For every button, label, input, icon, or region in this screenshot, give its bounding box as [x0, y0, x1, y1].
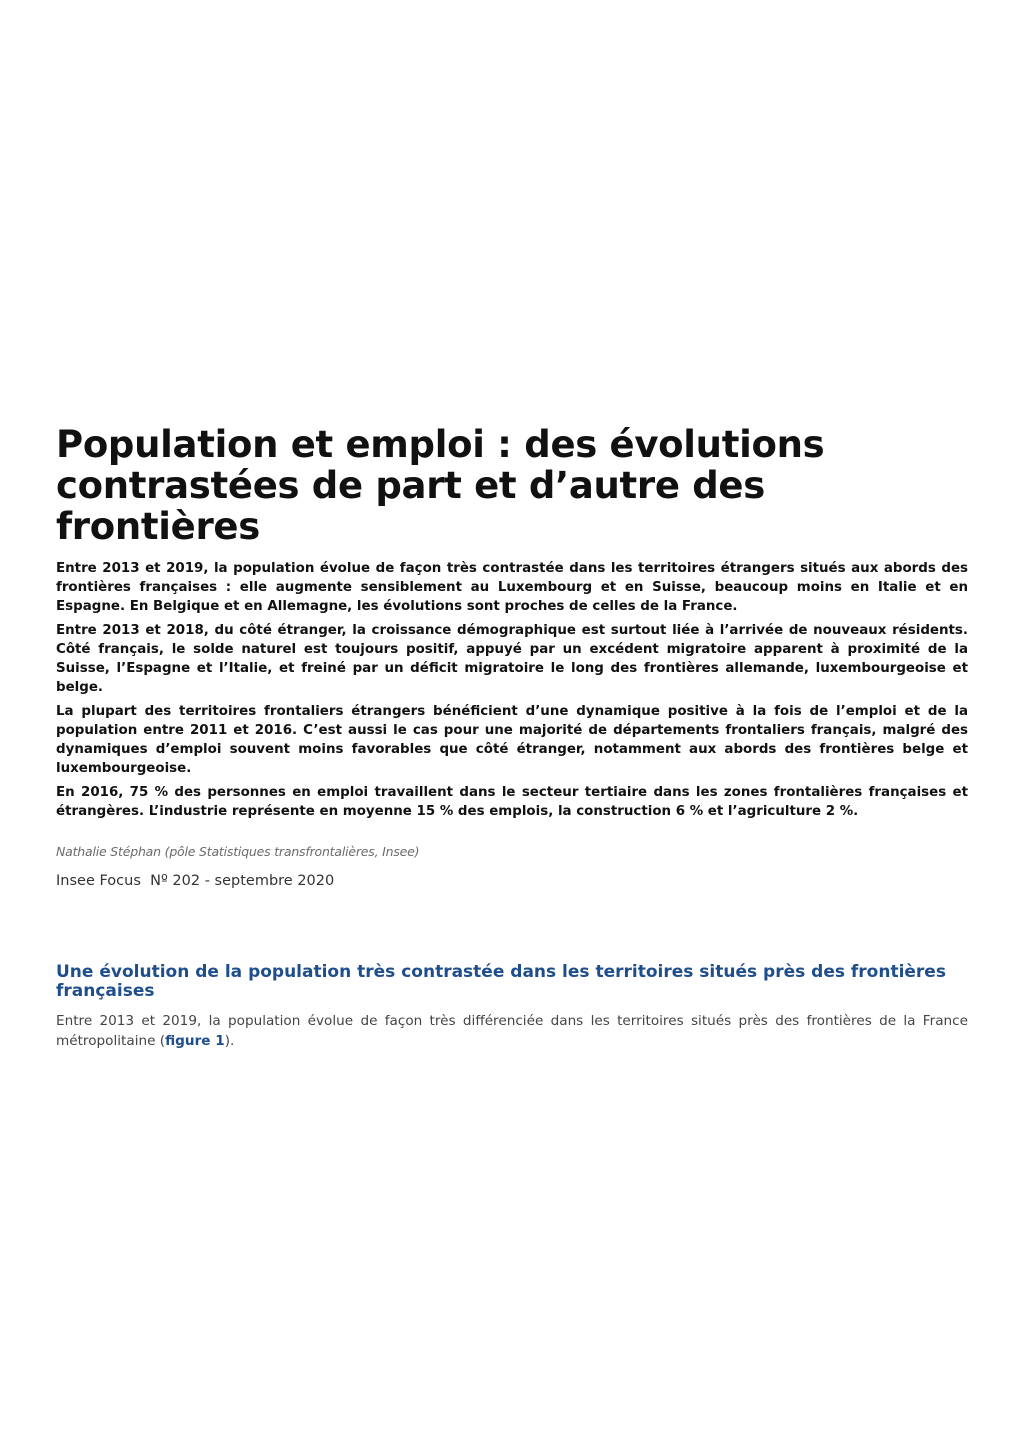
publication-reference	[56, 871, 968, 891]
article-title: Population et emploi : des évolutions contrastées de part et d’autre des frontières	[56, 423, 825, 548]
section-text-after: ).	[224, 1033, 235, 1049]
publication-collection: Insee Focus	[56, 873, 141, 889]
section-text-before: Entre 2013 et 2019, la population évolue de façon très différenciée dans les territoires situés près des frontières de la France métropolitaine (	[56, 1013, 968, 1049]
publication-date: - septembre 2020	[204, 873, 335, 889]
figure-1-link[interactable]: figure 1	[165, 1033, 225, 1049]
author-line: Nathalie Stéphan (pôle Statistiques transfrontalières, Insee)	[56, 844, 420, 859]
summary-paragraph: Entre 2013 et 2018, du côté étranger, la croissance démographique est surtout liée à l’arrivée de nouveaux résidents. Côté français, le solde naturel est toujours positif, appuyé par un excédent migratoire apparent à proximité de la Suisse, l’Espagne et l’Italie, et freiné par un déficit migratoire le long des frontières allemande, luxembourgeoise et belge.	[56, 623, 968, 695]
summary-paragraph: En 2016, 75 % des personnes en emploi travaillent dans le secteur tertiaire dans les zones frontalières françaises et étrangères. L’industrie représente en moyenne 15 % des emplois, la construction 6 % et l’agriculture 2 %.	[56, 785, 968, 819]
summary-paragraph: Entre 2013 et 2019, la population évolue de façon très contrastée dans les territoires étrangers situés aux abords des frontières françaises : elle augmente sensiblement au Luxembourg et en Suisse, beaucoup moins en Italie et en Espagne. En Belgique et en Allemagne, les évolutions sont proches de celles de la France.	[56, 561, 968, 614]
article	[56, 424, 968, 1051]
article-summary	[56, 559, 968, 821]
publication-number: Nº 202	[150, 873, 201, 889]
summary-paragraph: La plupart des territoires frontaliers étrangers bénéficient d’une dynamique positive à la fois de l’emploi et de la population entre 2011 et 2016. C’est aussi le cas pour une majorité de départements frontaliers français, malgré des dynamiques d’emploi souvent moins favorables que côté étranger, notamment aux abords des frontières belge et luxembourgeoise.	[56, 704, 968, 776]
section-title: Une évolution de la population très contrastée dans les territoires situés près des frontières françaises	[56, 962, 946, 1001]
section-paragraph	[56, 1011, 968, 1051]
